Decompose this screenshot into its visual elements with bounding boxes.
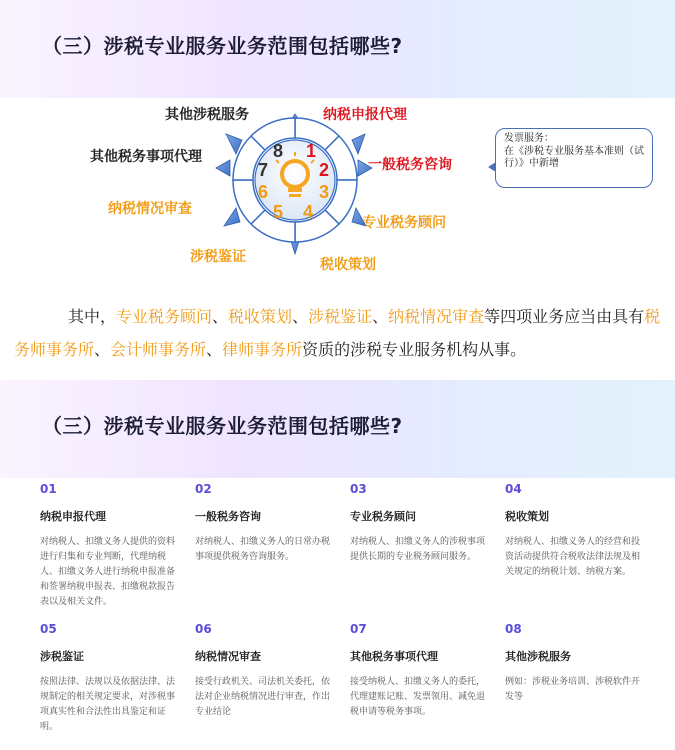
card-description: 对纳税人、扣缴义务人的日常办税事项提供税务咨询服务。 [195, 537, 331, 562]
card-description: 接受纳税人、扣缴义务人的委托，代理建账记账、发票领用、减免退税申请等税务事项。 [350, 677, 486, 717]
card-title: 涉税鉴证 [40, 650, 84, 663]
section-title-1: （三）涉税专业服务业务范围包括哪些? [42, 34, 403, 58]
callout-text: 在《涉税专业服务基本准则（试行）》中新增 [504, 145, 644, 169]
description-paragraph: 其中，专业税务顾问、税收策划、涉税鉴证、纳税情况审查等四项业务应当由具有税务师事务所、会计师事务所、律师事务所资质的涉税专业服务机构从事。 [14, 307, 661, 359]
label-other-tax-services: 其他涉税服务 [165, 107, 249, 123]
segment-number-4: 4 [303, 202, 314, 222]
label-professional-tax-advisor: 专业税务顾问 [362, 215, 446, 231]
callout-title: 发票服务： [504, 133, 554, 144]
card-title: 其他涉税服务 [505, 650, 571, 663]
section-title-2: （三）涉税专业服务业务范围包括哪些? [42, 414, 403, 438]
label-general-tax-consulting: 一般税务咨询 [368, 157, 452, 173]
arrow-down-left-icon [224, 208, 240, 226]
card-description: 接受行政机关、司法机关委托，依法对企业纳税情况进行审查，作出专业结论 [195, 677, 331, 717]
segment-number-7: 7 [258, 160, 269, 180]
card-description: 例如：涉税业务培训、涉税软件开发等 [505, 677, 641, 702]
segment-number-6: 6 [258, 182, 269, 202]
segment-number-3: 3 [319, 182, 330, 202]
service-card-08 [505, 622, 645, 705]
service-cards-grid [40, 482, 660, 744]
card-description: 对纳税人、扣缴义务人的经营和投资活动提供符合税收法律法规及相关规定的纳税计划、纳税方案。 [505, 537, 641, 577]
segment-number-1: 1 [306, 141, 317, 161]
card-number: 03 [350, 482, 367, 496]
segment-number-8: 8 [273, 141, 284, 161]
label-other-tax-matters: 其他税务事项代理 [90, 149, 202, 165]
service-card-07 [350, 622, 490, 720]
card-description: 对纳税人、扣缴义务人的涉税事项提供长期的专业税务顾问服务。 [350, 537, 486, 562]
card-title: 专业税务顾问 [350, 510, 416, 523]
label-tax-filing-agency: 纳税申报代理 [323, 107, 407, 123]
card-title: 其他税务事项代理 [350, 650, 438, 663]
service-card-06 [195, 622, 335, 720]
header-banner-2 [0, 380, 675, 478]
label-tax-review: 纳税情况审查 [108, 201, 192, 217]
service-card-04 [505, 482, 645, 580]
card-number: 05 [40, 622, 57, 636]
header-banner-1 [0, 0, 675, 98]
card-number: 06 [195, 622, 212, 636]
label-tax-verification: 涉税鉴证 [190, 249, 246, 265]
card-title: 纳税申报代理 [40, 510, 106, 523]
card-number: 08 [505, 622, 522, 636]
card-number: 02 [195, 482, 212, 496]
card-number: 04 [505, 482, 522, 496]
card-title: 一般税务咨询 [195, 510, 261, 523]
arrow-left-icon [216, 160, 230, 176]
arrow-up-right-icon [352, 134, 365, 154]
card-description: 对纳税人、扣缴义务人提供的资料进行归集和专业判断，代理纳税人、扣缴义务人进行纳税申报准备和签署纳税申报表、扣缴税款报告表以及相关文件。 [40, 537, 176, 607]
service-scope-diagram [0, 98, 675, 288]
service-card-01 [40, 482, 180, 610]
service-card-03 [350, 482, 490, 565]
card-title: 纳税情况审查 [195, 650, 261, 663]
segment-number-2: 2 [319, 160, 330, 180]
label-tax-planning: 税收策划 [320, 257, 376, 273]
segment-number-5: 5 [273, 202, 284, 222]
service-card-02 [195, 482, 335, 565]
card-title: 税收策划 [505, 510, 549, 523]
card-number: 07 [350, 622, 367, 636]
service-card-05 [40, 622, 180, 735]
card-number: 01 [40, 482, 57, 496]
card-description: 按照法律、法规以及依据法律、法规制定的相关规定要求，对涉税事项真实性和合法性出具鉴定和证明。 [40, 677, 176, 732]
invoice-service-callout [495, 128, 653, 188]
